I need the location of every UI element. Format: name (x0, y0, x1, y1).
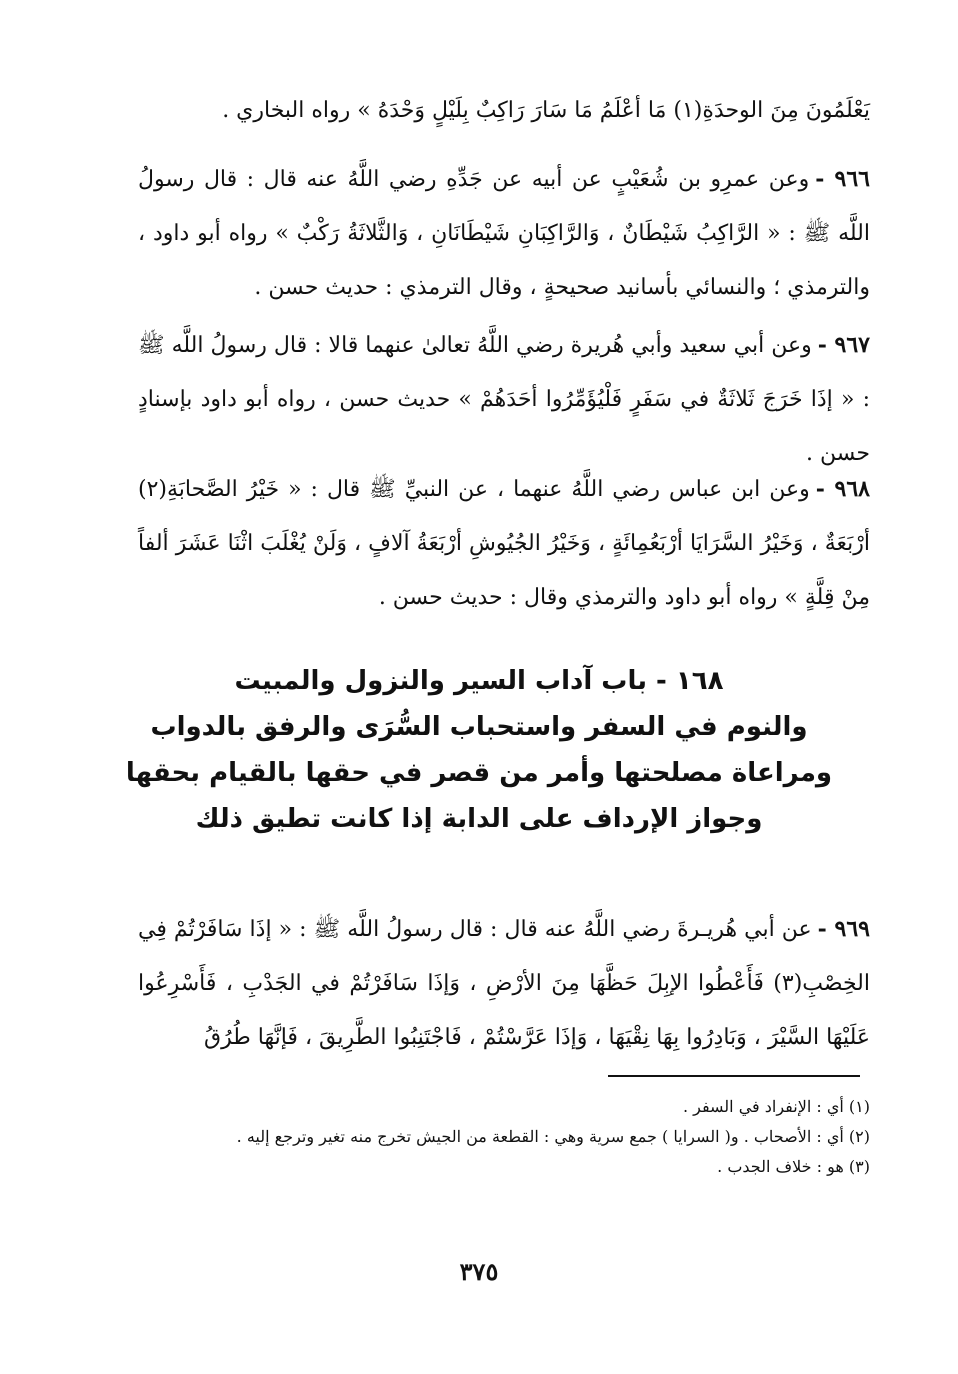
hadith-text: وعن عمرِو بن شُعَيْبٍ عن أبيه عن جَدِّهِ رضي اللَّهُ عنه قال : قال رسولُ اللَّه ﷺ : « الرَّاكِبُ شَيْطَانٌ ، وَالرَّاكِبَانِ شَيْطَانَانِ ، وَالثَّلاثَةُ رَكْبٌ » رواه أبو داود ، والترمذي ؛ والنسائي بأسانيد صحيحةٍ ، وقال الترمذي : حديث حسن . (138, 167, 870, 300)
chapter-heading (120, 658, 838, 842)
hadith-966 (138, 152, 870, 315)
footnotes (120, 1092, 870, 1182)
hadith-text: عن أبي هُريـرةَ رضي اللَّهُ عنه قال : قال رسولُ اللَّه ﷺ : « إذَا سَافَرْتُمْ فِي الخِصْبِ(٣) فَأَعْطُوا الإبِلَ حَظَّهَا مِنَ الأرْضِ ، وَإذَا سَافَرْتُمْ في الجَدْبِ ، فَأَسْرِعُوا عَلَيْهَا السَّيْرَ ، وَبَادِرُوا بِهَا نِقْيَهَا ، وَإذَا عَرَّسْتُمْ ، فَاجْتَنِبُوا الطَّرِيقَ ، فَإنَّهَا طُرُقُ (138, 917, 870, 1050)
chapter-heading-line: وجواز الإرداف على الدابة إذا كانت تطيق ذلك (195, 804, 763, 834)
hadith-text: وعن ابن عباس رضي اللَّهُ عنهما ، عن النبيِّ ﷺ قال : « خَيْرُ الصَّحابَةِ(٢) أرْبَعَةٌ ، وَخَيْرُ السَّرَايَا أرْبَعُمِائَةٍ ، وَخَيْرُ الجُيُوشِ أرْبَعَةُ آلافٍ ، وَلَنْ يُغْلَبَ اثْنَا عَشَرَ ألفاً مِنْ قِلَّةٍ » رواه أبو داود والترمذي وقال : حديث حسن . (138, 477, 870, 610)
chapter-heading-line: والنوم في السفر واستحباب السُّرَى والرفق بالدواب (150, 712, 808, 742)
hadith-number: ٩٦٩ - (817, 916, 870, 942)
chapter-heading-line: ومراعاة مصلحتها وأمر من قصر في حقها بالقيام بحقها (125, 758, 833, 788)
hadith-969 (138, 902, 870, 1065)
footnote: (٣) هو : خلاف الجدب . (717, 1157, 870, 1176)
footnote: (١) أي : الإنفراد في السفر . (682, 1097, 870, 1116)
page-number: ٣٧٥ (459, 1257, 499, 1286)
hadith-number: ٩٦٧ - (817, 332, 870, 358)
hadith-text: وعن أبي سعيد وأبي هُريرة رضي اللَّهُ تعالىٰ عنهما قالا : قال رسولُ اللَّه ﷺ : « إذَا خَرَجَ ثَلاثَةٌ في سَفَرٍ فَلْيُؤَمِّرُوا أحَدَهُمْ » حديث حسن ، رواه أبو داود بإسنادٍ حسن . (138, 333, 870, 466)
hadith-967 (138, 318, 870, 481)
footnote-divider (608, 1075, 860, 1077)
continuation-line (138, 84, 870, 138)
continuation-text: يَعْلَمُونَ مِنَ الوحدَةِ(١) مَا أعْلَمُ مَا سَارَ رَاكِبٌ بِلَيْلٍ وَحْدَهُ » رواه البخاري . (222, 98, 870, 123)
chapter-heading-line: ١٦٨ - باب آداب السير والنزول والمبيت (234, 666, 724, 696)
hadith-968 (138, 462, 870, 625)
hadith-number: ٩٦٨ - (815, 476, 870, 502)
hadith-number: ٩٦٦ - (815, 166, 870, 192)
footnote: (٢) أي : الأصحاب . و( السرايا ) جمع سرية وهي : القطعة من الجيش تخرج منه تغير وترجع إليه . (236, 1127, 870, 1146)
